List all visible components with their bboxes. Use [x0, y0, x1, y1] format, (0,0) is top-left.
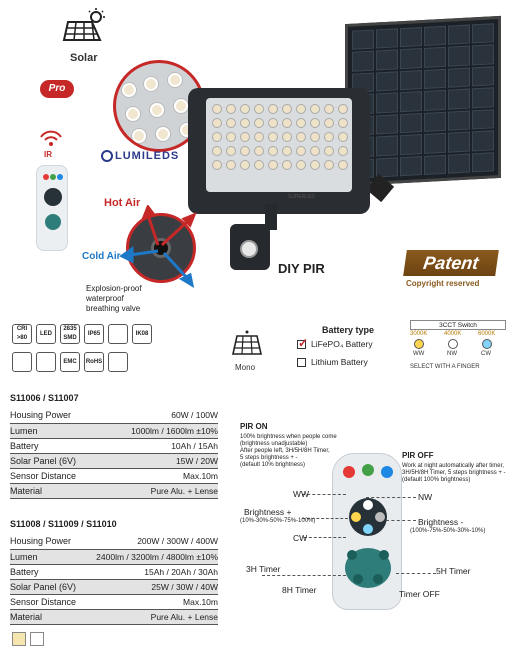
led-chip — [310, 104, 320, 114]
battery-type-title: Battery type — [322, 325, 375, 335]
led-chip — [226, 146, 236, 156]
remote-timer-off-button[interactable] — [373, 574, 383, 584]
spec-label: Sensor Distance — [10, 594, 83, 609]
timer-5h-label: 5H Timer — [436, 566, 471, 576]
cert-badge: RoHS — [84, 352, 104, 372]
remote-cw-button[interactable] — [363, 524, 373, 534]
remote-nw-button[interactable] — [363, 500, 373, 510]
led-chip — [212, 160, 222, 170]
led-chip — [338, 118, 348, 128]
led-chip — [240, 104, 250, 114]
brightness-minus-label: Brightness - — [418, 517, 464, 527]
led-chip — [324, 146, 334, 156]
spec-label: Battery — [10, 438, 100, 453]
led-chip — [324, 160, 334, 170]
led-chip — [226, 104, 236, 114]
cold-air-label: Cold Air — [82, 251, 121, 262]
led-chip — [296, 132, 306, 142]
solar-label: Solar — [70, 52, 98, 64]
cert-badges-row-2 — [12, 352, 132, 374]
led-chip — [282, 160, 292, 170]
led-chip — [240, 118, 250, 128]
ir-label: IR — [44, 150, 52, 159]
cct-switch-title: 3CCT Switch — [410, 320, 506, 330]
spec-row — [10, 564, 218, 579]
spec-value: 2400lm / 3200lm / 4800lm ±10% — [83, 549, 218, 564]
leader-nw — [366, 497, 416, 498]
hot-air-label: Hot Air — [104, 197, 141, 209]
cert-badges-row-1 — [12, 324, 162, 346]
led-chip — [310, 146, 320, 156]
solar-panel-icon — [62, 8, 108, 46]
led-chip — [310, 118, 320, 128]
ww-label: WW — [293, 489, 310, 499]
spec-table-2 — [10, 534, 218, 625]
led-chip — [254, 132, 264, 142]
led-chip — [240, 132, 250, 142]
led-chip — [282, 146, 292, 156]
pir-off-description: Work at night automatically after timer, 3H/5H/8H Timer, 5 steps brightness + - (default 100% brightness) — [402, 463, 506, 483]
cw-label: CW — [293, 533, 308, 543]
spec-value: 1000lm / 1600lm ±10% — [100, 423, 218, 438]
cct-dot-nw — [448, 339, 458, 349]
leader-cw — [304, 537, 346, 538]
battery-checkbox-lithium — [297, 358, 306, 367]
valve-description: Explosion-proof waterproof breathing valve — [86, 284, 142, 313]
copyright-text: Copyright reserved — [406, 279, 480, 288]
spec-row — [10, 438, 218, 453]
flood-brand: SUPERLED — [288, 194, 315, 200]
led-chip — [324, 118, 334, 128]
led-chip — [240, 146, 250, 156]
spec-table-1 — [10, 408, 218, 499]
spec-row — [10, 408, 218, 423]
led-chip — [296, 118, 306, 128]
spec-value: 60W / 100W — [100, 408, 218, 423]
patent-badge: Patent — [403, 250, 499, 276]
led-chip — [282, 132, 292, 142]
spec-value: Max.10m — [83, 594, 218, 609]
cct-select-text: SELECT WITH A FINGER — [410, 364, 480, 370]
spec-row — [10, 594, 218, 609]
remote-ww-button[interactable] — [351, 512, 361, 522]
timer-3h-label: 3H Timer — [246, 564, 281, 574]
lumileds-logo-icon — [101, 150, 113, 162]
remote-3h-button[interactable] — [347, 550, 357, 560]
led-chip — [310, 160, 320, 170]
spec-row — [10, 609, 218, 624]
led-chip — [268, 146, 278, 156]
led-chip — [282, 104, 292, 114]
led-chip — [254, 160, 264, 170]
spec-label: Housing Power — [10, 408, 100, 423]
led-chip — [296, 104, 306, 114]
spec-label: Lumen — [10, 549, 83, 564]
led-chip — [268, 132, 278, 142]
cert-badge: LED — [36, 324, 56, 344]
table1-model: S11006 / S11007 — [10, 393, 79, 403]
led-chip — [310, 132, 320, 142]
spec-value: 15Ah / 20Ah / 30Ah — [83, 564, 218, 579]
spec-row — [10, 579, 218, 594]
spec-row — [10, 453, 218, 468]
brightness-plus-steps: (10%-30%-50%-75%-100%) — [240, 518, 316, 524]
spec-value: 25W / 30W / 40W — [83, 579, 218, 594]
led-chip — [240, 160, 250, 170]
timer-off-label: Timer OFF — [399, 589, 440, 599]
spec-label: Battery — [10, 564, 83, 579]
timer-8h-label: 8H Timer — [282, 585, 317, 595]
cert-badge — [12, 352, 32, 372]
spec-label: Material — [10, 483, 100, 498]
spec-row — [10, 468, 218, 483]
led-chip — [212, 104, 222, 114]
lumileds-brand: LUMILEDS — [115, 150, 180, 162]
spec-row — [10, 534, 218, 549]
led-chip — [212, 118, 222, 128]
beam-angle-icon — [12, 632, 26, 646]
cert-badge — [36, 352, 56, 372]
spec-label: Solar Panel (6V) — [10, 453, 100, 468]
pir-on-description: 100% brightness when people come (brightness unadjustable) After people left, 3H/5H/8H Timer, 5 steps brightness + - (default 10% brightness) — [240, 434, 337, 468]
remote-control-image — [332, 453, 402, 610]
led-chip — [338, 160, 348, 170]
pir-off-title: PIR OFF — [402, 451, 434, 460]
mono-panel-icon — [232, 330, 262, 358]
cct-options: 3000K 4000K 6000K WW NW CW — [410, 331, 496, 357]
diy-pir-label: DIY PIR — [278, 261, 325, 276]
floodlight-image — [188, 88, 370, 214]
cert-badge: EMC — [60, 352, 80, 372]
spec-label: Sensor Distance — [10, 468, 100, 483]
led-chip — [254, 104, 264, 114]
spec-value: Pure Alu. + Lense — [100, 483, 218, 498]
spec-row — [10, 423, 218, 438]
spec-value: 10Ah / 15Ah — [100, 438, 218, 453]
led-chip — [296, 160, 306, 170]
battery-checkbox-lifepo4: ✓ — [298, 336, 309, 350]
leader-5h — [396, 573, 436, 574]
spec-value: Max.10m — [100, 468, 218, 483]
remote-5h-button[interactable] — [379, 550, 389, 560]
spec-value: 15W / 20W — [100, 453, 218, 468]
ir-signal-icon — [36, 125, 66, 147]
remote-pir-off-button[interactable] — [381, 466, 393, 478]
led-chip — [226, 118, 236, 128]
table2-model: S11008 / S11009 / S11010 — [10, 519, 117, 529]
cert-badge: CRI >80 — [12, 324, 32, 344]
spec-row — [10, 549, 218, 564]
led-chip — [338, 132, 348, 142]
pir-on-title: PIR ON — [240, 422, 268, 431]
sensor-mode-icon — [30, 632, 44, 646]
spec-label: Solar Panel (6V) — [10, 579, 83, 594]
small-remote-image — [36, 165, 68, 251]
led-chip — [282, 118, 292, 128]
led-chip — [338, 104, 348, 114]
cct-dot-ww — [414, 339, 424, 349]
brightness-plus-label: Brightness + — [244, 507, 292, 517]
spec-value: 200W / 300W / 400W — [83, 534, 218, 549]
spec-row — [10, 483, 218, 498]
cert-badge: IP65 — [84, 324, 104, 344]
led-chip — [226, 132, 236, 142]
spec-label: Material — [10, 609, 83, 624]
spec-label: Lumen — [10, 423, 100, 438]
led-chip — [268, 118, 278, 128]
brightness-minus-steps: (100%-75%-50%-30%-10%) — [410, 528, 486, 534]
battery-option-lifepo4: ✓ LiFePO₄ Battery — [298, 336, 373, 350]
remote-pir-on-button[interactable] — [343, 466, 355, 478]
led-chip — [254, 118, 264, 128]
led-chip — [212, 132, 222, 142]
air-flow-arrows-icon — [118, 205, 208, 291]
led-chip — [324, 104, 334, 114]
led-chip — [268, 104, 278, 114]
led-chip — [226, 160, 236, 170]
cert-badge: 2835 SMD — [60, 324, 80, 344]
cct-dot-cw — [482, 339, 492, 349]
led-chip — [268, 160, 278, 170]
led-chip — [212, 146, 222, 156]
spec-value: Pure Alu. + Lense — [83, 609, 218, 624]
spec-label: Housing Power — [10, 534, 83, 549]
mono-label: Mono — [235, 363, 256, 372]
led-chip — [296, 146, 306, 156]
led-chip — [338, 146, 348, 156]
remote-power-button[interactable] — [362, 464, 374, 476]
leader-3h — [262, 575, 346, 576]
leader-brightness-minus — [386, 520, 416, 521]
pir-sensor-image — [230, 224, 270, 270]
remote-brightness-minus-button[interactable] — [375, 512, 385, 522]
nw-label: NW — [418, 492, 433, 502]
led-chip — [324, 132, 334, 142]
pro-badge: Pro — [40, 80, 74, 98]
remote-8h-button[interactable] — [353, 574, 363, 584]
cert-badge — [108, 324, 128, 344]
battery-option-lithium: Lithium Battery — [297, 357, 397, 369]
led-chip — [254, 146, 264, 156]
cert-badge — [108, 352, 128, 372]
cert-badge: IK08 — [132, 324, 152, 344]
